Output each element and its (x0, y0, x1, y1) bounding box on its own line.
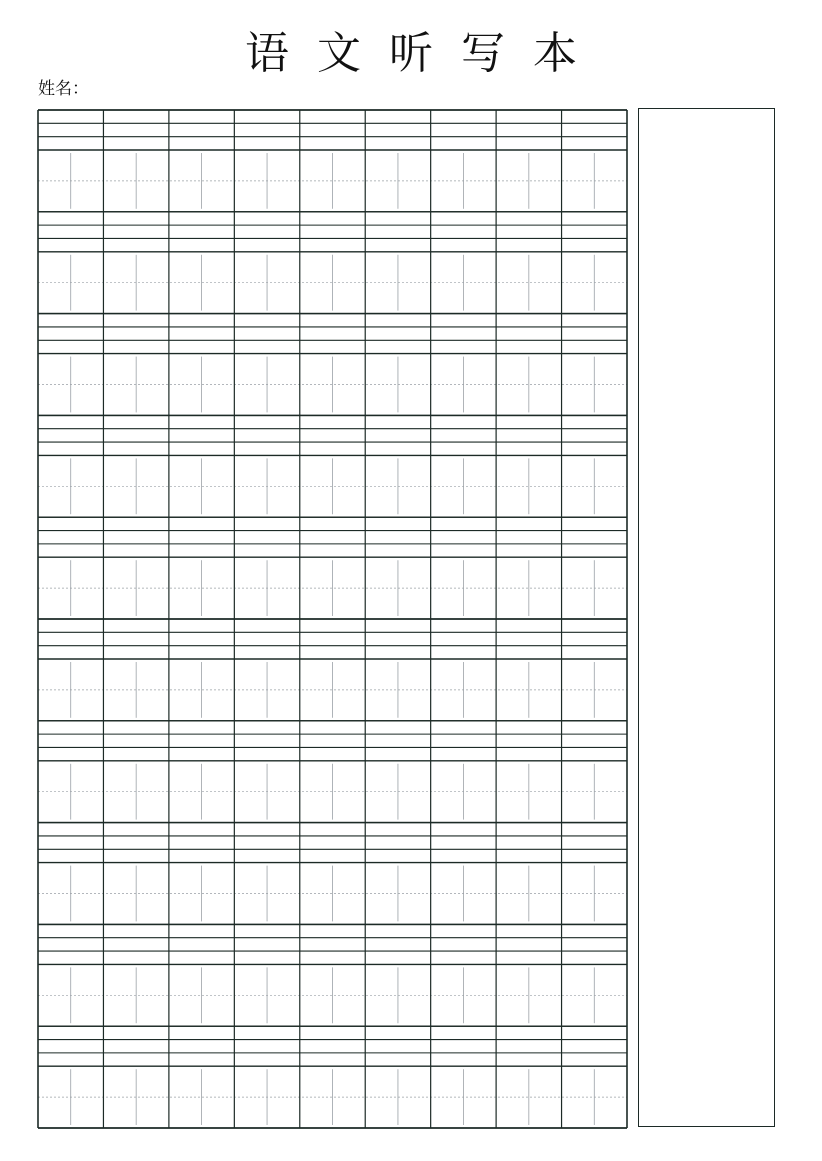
page-title: 语文听写本 (245, 28, 605, 79)
answer-side-box[interactable] (638, 108, 775, 1127)
name-label: 姓名： (38, 79, 89, 99)
